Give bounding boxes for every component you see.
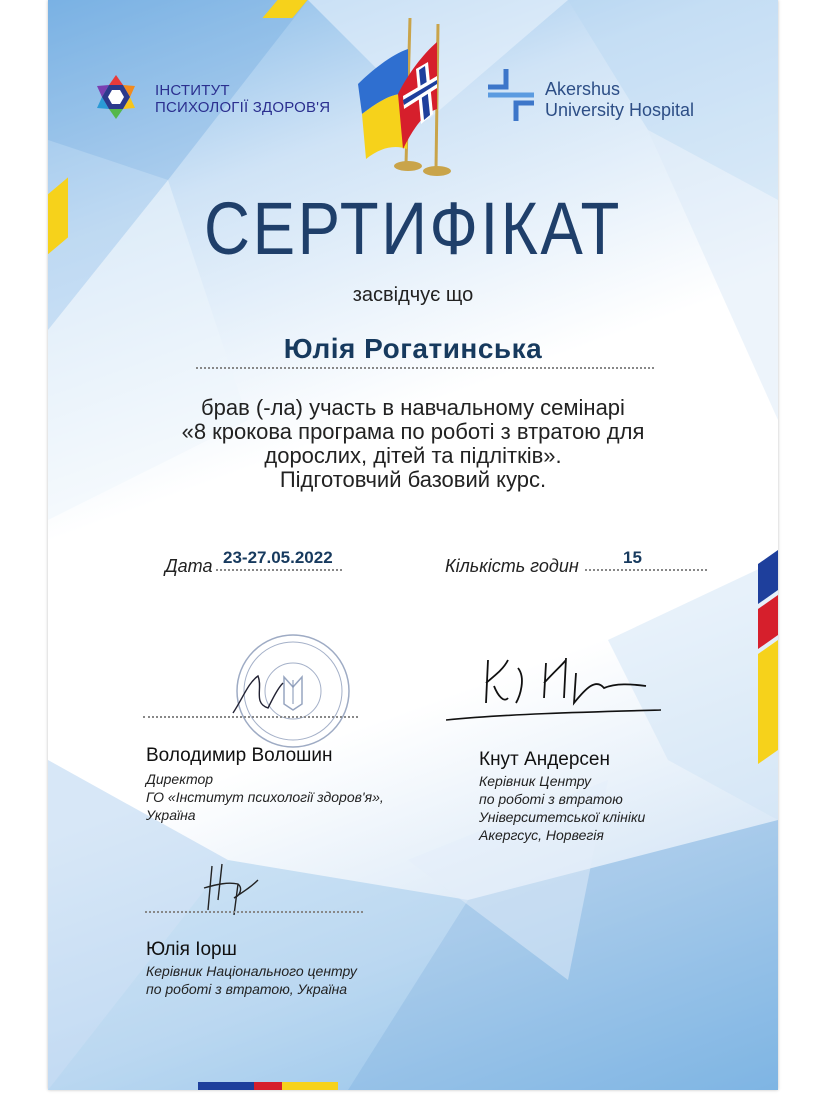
certificate xyxy=(48,0,778,1090)
description-line2: «8 крокова програма по роботі з втратою для xyxy=(181,419,645,444)
hours-value: 15 xyxy=(623,548,642,567)
signatory3-role-line2: по роботі з втратою, Україна xyxy=(146,981,348,997)
akershus-logo-text xyxy=(545,79,694,121)
signature3-scribble xyxy=(198,860,268,915)
hours-label: Кількість годин xyxy=(445,556,579,576)
date-underline xyxy=(216,569,342,571)
course-description xyxy=(113,396,713,492)
signatory3-role-line1: Керівник Національного центру xyxy=(146,963,357,979)
description-line4: Підготовчий базовий курс. xyxy=(279,467,547,492)
ukraine-norway-flags-icon xyxy=(358,14,468,184)
certificate-subtitle: засвідчує що xyxy=(352,284,474,306)
flag-strip-bottom xyxy=(198,1082,338,1090)
recipient-name: Юлія Рогатинська xyxy=(283,333,543,364)
akershus-logo-line1: Akershus xyxy=(545,79,621,99)
signatory1-role-line1: Директор xyxy=(146,771,214,787)
description-line3: дорослих, дітей та підлітків». xyxy=(264,443,562,468)
signatory2-role-line1: Керівник Центру xyxy=(479,773,592,789)
certificate-title: СЕРТИФІКАТ xyxy=(204,187,622,270)
signatory2-role-line2: по роботі з втратою xyxy=(479,791,623,807)
signatory3-role xyxy=(146,962,357,998)
hours-underline xyxy=(585,569,707,571)
signatory1-role-line2: ГО «Інститут психології здоров'я», xyxy=(146,789,384,805)
signatory1-role xyxy=(146,770,384,824)
signatory3-name: Юлія Іорш xyxy=(146,939,237,960)
signatory2-role xyxy=(479,772,645,844)
signature3-line xyxy=(145,911,363,913)
date-value: 23-27.05.2022 xyxy=(223,548,333,567)
signature1-scribble xyxy=(228,668,288,718)
signatory2-role-line3: Університетської клініки xyxy=(479,809,646,825)
signature2-scribble xyxy=(446,648,666,728)
signatory2-name: Кнут Андерсен xyxy=(479,749,610,770)
description-line1: брав (-ла) участь в навчальному семінарі xyxy=(201,395,625,420)
institute-logo-line1: ІНСТИТУТ xyxy=(155,82,230,99)
recipient-underline xyxy=(196,367,654,369)
institute-logo-line2: ПСИХОЛОГІЇ ЗДОРОВ'Я xyxy=(155,99,331,116)
signatory2-role-line4: Акергсус, Норвегія xyxy=(479,827,604,843)
akershus-logo-line2: University Hospital xyxy=(545,100,695,120)
date-label: Дата xyxy=(165,556,213,576)
signatory1-name: Володимир Волошин xyxy=(146,745,333,766)
hexagon-flower-logo-icon xyxy=(91,72,141,122)
institute-logo-text xyxy=(155,82,330,116)
signatory1-role-line3: Україна xyxy=(146,807,196,823)
plus-cross-logo-icon xyxy=(486,67,536,123)
